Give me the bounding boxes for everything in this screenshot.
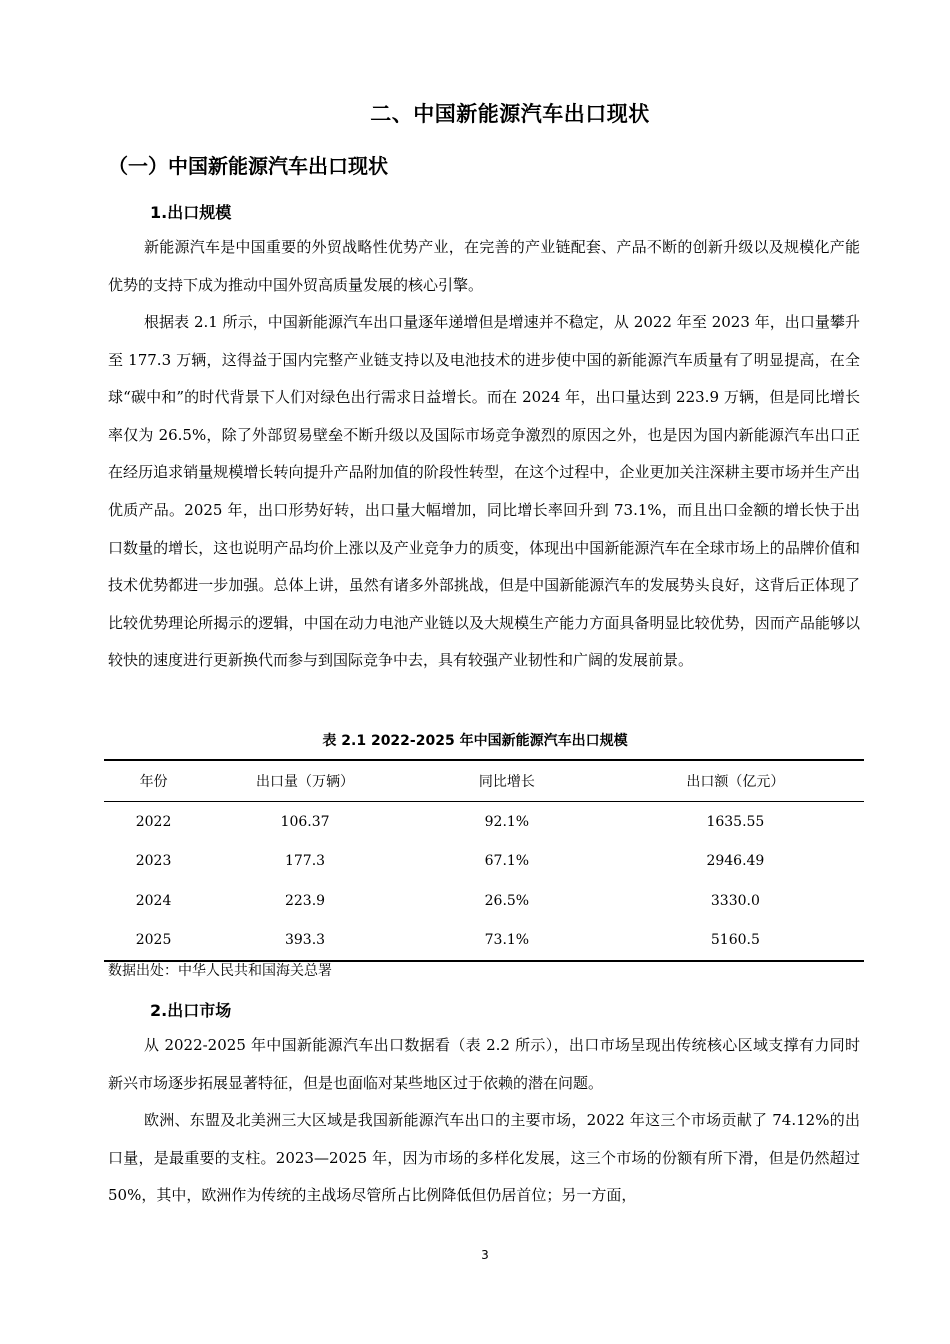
- chapter-title: 二、中国新能源汽车出口现状: [370, 102, 650, 126]
- subsection-heading-export-scale: 1.出口规模: [150, 203, 232, 222]
- table-header-row: [104, 760, 864, 802]
- table-cell: 67.1%: [484, 853, 530, 870]
- table-cell: 2023: [135, 853, 172, 870]
- table-row: [104, 802, 864, 842]
- table-cell: 1635.55: [706, 813, 765, 830]
- table-row: [104, 842, 864, 882]
- paragraph-market-regions: 欧洲、东盟及北美洲三大区域是我国新能源汽车出口的主要市场，2022 年这三个市场贡献了 74.12%的出口量，是最重要的支柱。2023—2025 年，因为市场的多样化发展，这三个市场的份额有所下滑，但是仍然超过 50%，其中，欧洲作为传统的主战场尽管所占比例降低但仍居首位；另一方面，: [108, 1111, 860, 1205]
- paragraph-intro: 新能源汽车是中国重要的外贸战略性优势产业，在完善的产业链配套、产品不断的创新升级以及规模化产能优势的支持下成为推动中国外贸高质量发展的核心引擎。: [108, 238, 860, 294]
- table-cell: 3330.0: [710, 892, 760, 909]
- page-number: 3: [481, 1248, 489, 1262]
- paragraph-market-overview: 从 2022-2025 年中国新能源汽车出口数据看（表 2.2 所示），出口市场呈现出传统核心区域支撑有力同时新兴市场逐步拓展显著特征，但是也面临对某些地区过于依赖的潜在问题。: [108, 1036, 860, 1092]
- table-header-cell: 出口额（亿元）: [686, 774, 785, 790]
- table-caption: 表 2.1 2022-2025 年中国新能源汽车出口规模: [322, 733, 628, 749]
- table-row: [104, 881, 864, 921]
- table-source-note: 数据出处：中华人民共和国海关总署: [108, 963, 332, 979]
- export-scale-table: [104, 759, 864, 962]
- subsection-heading-export-market: 2.出口市场: [150, 1001, 232, 1020]
- table-cell: 5160.5: [710, 932, 760, 949]
- table-header-cell: 出口量（万辆）: [256, 774, 355, 790]
- table-cell: 2946.49: [706, 853, 765, 870]
- table-cell: 106.37: [280, 813, 330, 830]
- table-cell: 2022: [135, 813, 172, 830]
- paragraph-analysis: 根据表 2.1 所示，中国新能源汽车出口量逐年递增但是增速并不稳定，从 2022 年至 2023 年，出口量攀升至 177.3 万辆，这得益于国内完整产业链支持以及电池技术的进步使中国的新能源汽车质量有了明显提高，在全球“碳中和”的时代背景下人们对绿色出行需求日益增长。而在 2024 年，出口量达到 223.9 万辆，但是同比增长率仅为 26.5%，除了外部贸易壁垒不断升级以及国际市场竞争激烈的原因之外，也是因为国内新能源汽车出口正在经历追求销量规模增长转向提升产品附加值的阶段性转型，在这个过程中，企业更加关注深耕主要市场并生产出优质产品。2025 年，出口形势好转，出口量大幅增加，同比增长率回升到 73.1%，而且出口金额的增长快于出口数量的增长，这也说明产品均价上涨以及产业竞争力的质变，体现出中国新能源汽车在全球市场上的品牌价值和技术优势都进一步加强。总体上讲，虽然有诸多外部挑战，但是中国新能源汽车的发展势头良好，这背后正体现了比较优势理论所揭示的逻辑，中国在动力电池产业链以及大规模生产能力方面具备明显比较优势，因而产品能够以较快的速度进行更新换代而参与到国际竞争中去，具有较强产业韧性和广阔的发展前景。: [108, 313, 860, 670]
- table-row: [104, 921, 864, 962]
- table-cell: 2025: [135, 932, 172, 949]
- table-header-cell: 年份: [139, 774, 168, 790]
- section-heading: （一）中国新能源汽车出口现状: [108, 154, 388, 178]
- table-cell: 26.5%: [484, 892, 530, 909]
- table-cell: 223.9: [284, 892, 326, 909]
- table-cell: 73.1%: [484, 932, 530, 949]
- table-cell: 177.3: [284, 853, 326, 870]
- table-cell: 92.1%: [484, 813, 530, 830]
- table-cell: 2024: [135, 892, 172, 909]
- table-header-cell: 同比增长: [478, 774, 535, 790]
- table-cell: 393.3: [284, 932, 326, 949]
